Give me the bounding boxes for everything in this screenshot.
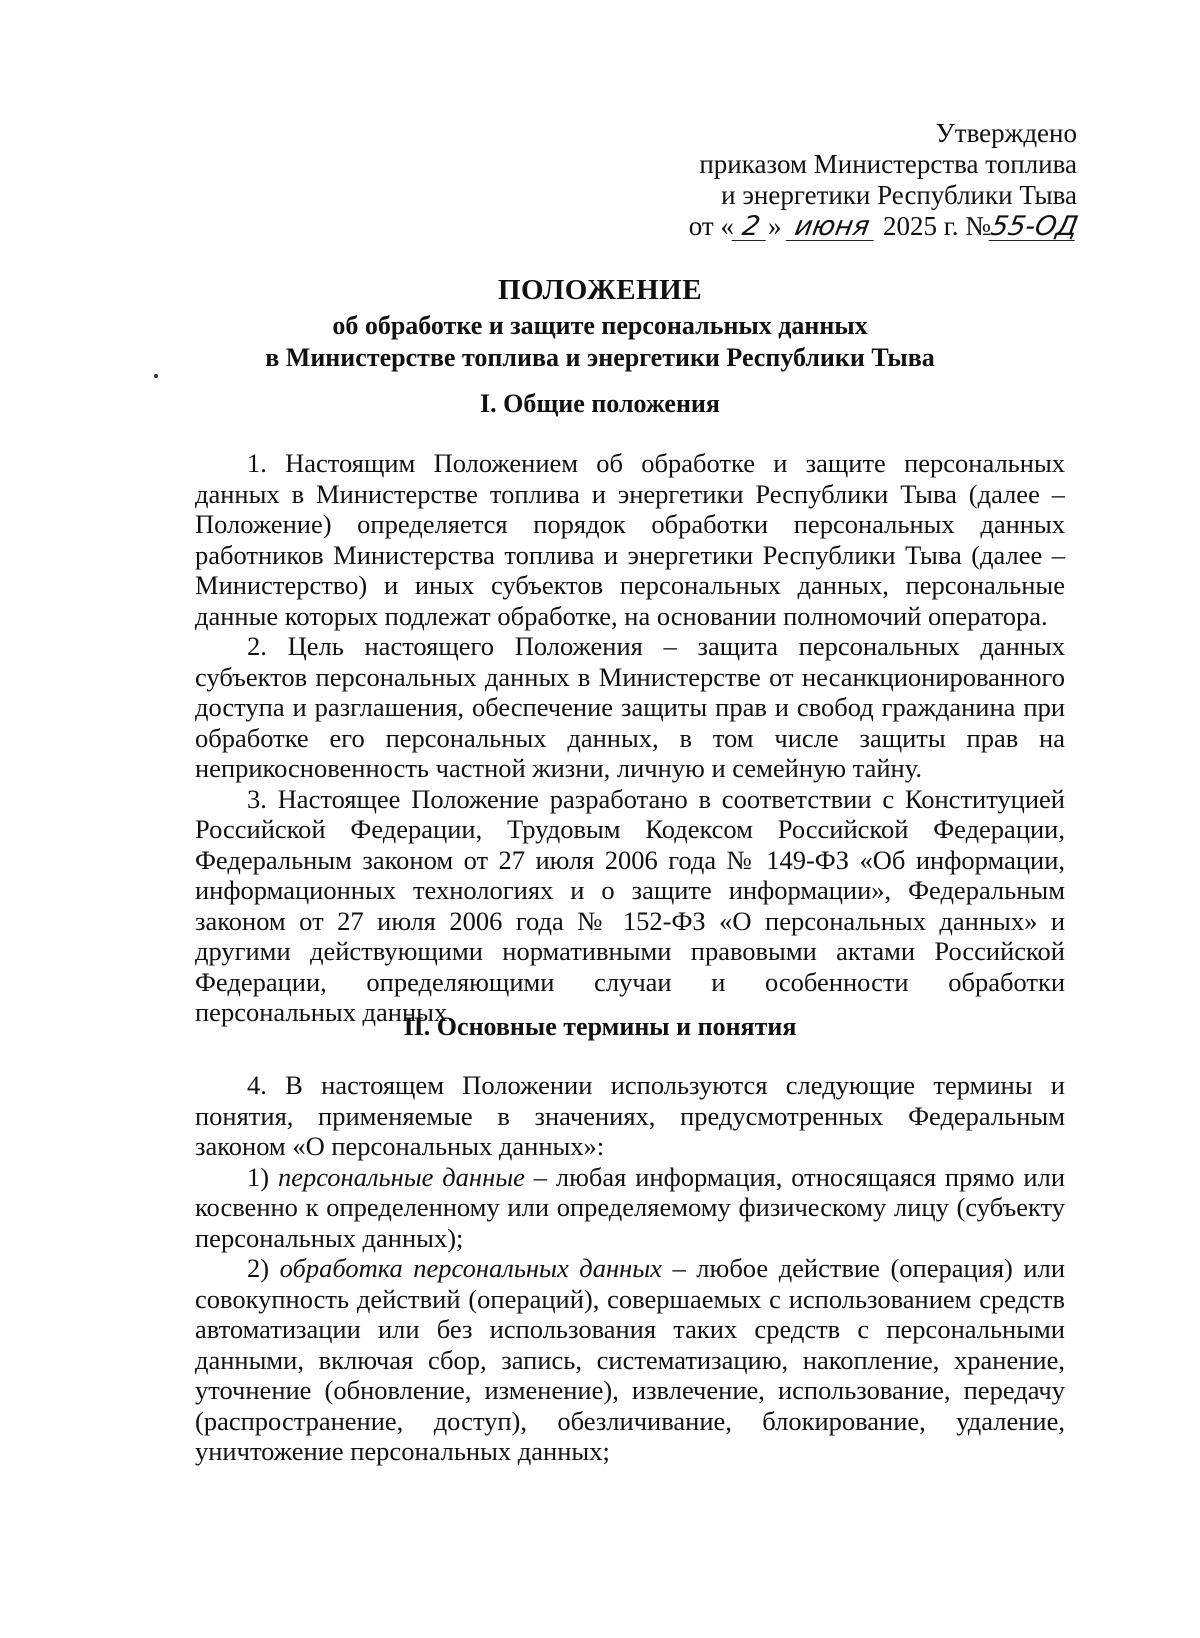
term-item-2-number: 2): [247, 1253, 280, 1283]
date-quote-close: »: [767, 211, 782, 241]
term-item-1-number: 1): [247, 1161, 278, 1192]
document-subtitle-line1: об обработке и защите персональных данных: [332, 311, 868, 340]
approval-stamp: [688, 118, 1081, 242]
paragraph-1: 1. Настоящим Положением об обработке и защите персональных данных в Министерстве топлива и энергетики Республики Тыва (далее – Положение) определяется порядок обработки персональных данных работников Министерства топлива и энергетики Республики Тыва (далее – Министерство) и иных субъектов персональных данных, персональные данные которых подлежат обработке, на основании полномочий оператора.: [195, 448, 1065, 631]
scan-speck: [154, 374, 158, 378]
handwritten-day: 2: [732, 214, 771, 241]
section-terms-body: [195, 1070, 1065, 1467]
handwritten-month: июня: [786, 214, 879, 241]
date-year-number-label: 2025 г. №: [882, 211, 991, 241]
section-heading-terms: II. Основные термины и понятия: [403, 1012, 797, 1041]
section-general-body: [195, 448, 1065, 1028]
approval-line-approved: Утверждено: [935, 118, 1077, 148]
term-item-2-term: обработка персональных данных: [279, 1253, 662, 1283]
section-heading-general: I. Общие положения: [480, 389, 720, 418]
handwritten-order-number: 55-ОД: [988, 211, 1081, 242]
date-prefix: от «: [688, 211, 734, 241]
approval-line-ministry: и энергетики Республики Тыва: [721, 180, 1077, 210]
approval-line-order: приказом Министерства топлива: [699, 149, 1077, 179]
term-item-1-definition: – любая информация, относящаяся прямо или косвенно к определенному или определяемому физическому лицу (субъекту персональных данных);: [195, 1161, 1065, 1253]
paragraph-2: 2. Цель настоящего Положения – защита персональных данных субъектов персональных данных в Министерстве от несанкционированного доступа и разглашения, обеспечение защиты прав и свобод гражданина при обработке его персональных данных, в том числе защиты прав на неприкосновенность частной жизни, личную и семейную тайну.: [195, 631, 1065, 783]
document-subtitle-line2: в Министерстве топлива и энергетики Республики Тыва: [265, 343, 935, 372]
paragraph-3: 3. Настоящее Положение разработано в соответствии с Конституцией Российской Федерации, Трудовым Кодексом Российской Федерации, Федеральным законом от 27 июля 2006 года № 149-ФЗ «Об информации, информационных технологиях и о защите информации», Федеральным законом от 27 июля 2006 года № 152-ФЗ «О персональных данных» и другими действующими нормативными правовыми актами Российской Федерации, определяющими случаи и особенности обработки персональных данных.: [195, 783, 1065, 1027]
document-title-block: [0, 270, 1200, 374]
term-item-1-term: персональные данные: [277, 1161, 525, 1192]
term-item-1: [195, 1162, 1065, 1254]
term-item-2-definition: – любое действие (операция) или совокупность действий (операций), совершаемых с использованием средств автоматизации или без использования таких средств с персональными данными, включая сбор, запись, систематизацию, накопление, хранение, уточнение (обновление, изменение), извлечение, использование, передачу (распространение, доступ), обезличивание, блокирование, удаление, уничтожение персональных данных;: [195, 1253, 1066, 1466]
paragraph-4: 4. В настоящем Положении используются следующие термины и понятия, применяемые в значениях, предусмотренных Федеральным законом «О персональных данных»:: [195, 1070, 1065, 1161]
document-title: ПОЛОЖЕНИЕ: [497, 274, 703, 306]
term-item-2: [195, 1253, 1065, 1467]
approval-date-line: [688, 211, 1081, 242]
